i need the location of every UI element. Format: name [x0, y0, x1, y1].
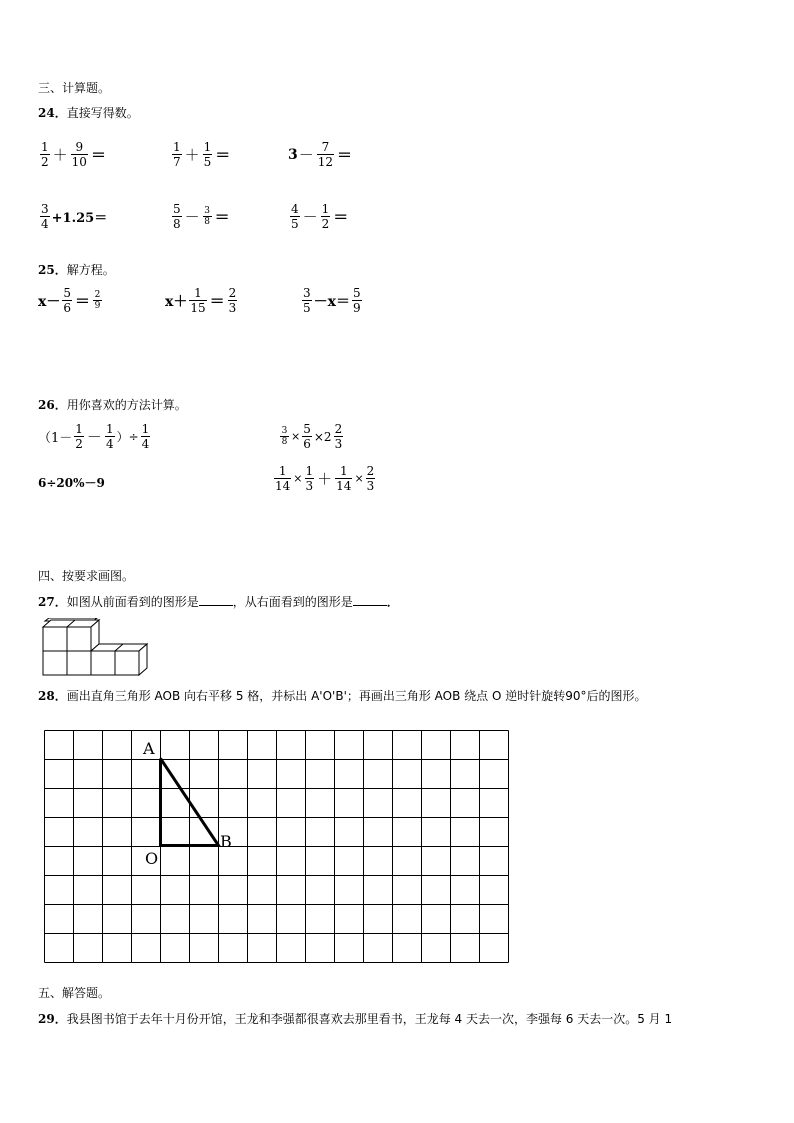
question-text: 解方程。	[66, 263, 115, 277]
q25-eq-3: $\frac{3}{5}$ －x＝ $\frac{5}{9}$	[303, 286, 361, 315]
q26-expr-3: 6÷20%－9	[38, 476, 105, 490]
q24-expr-5: $\frac{5}{8}$ － $\frac{3}{8}$ ＝	[173, 202, 230, 231]
question-number: 24．	[38, 106, 67, 120]
label-b: B	[220, 832, 232, 851]
question-number: 25．	[38, 263, 67, 277]
label-a: A	[143, 739, 155, 758]
question-text: 用你喜欢的方法计算。	[66, 398, 187, 412]
q26-expr-4: $\frac{1}{14}$ × $\frac{1}{3}$ ＋ $\frac{1}{14}$ × $\frac{2}{3}$	[275, 464, 375, 493]
q25-eq-2: x＋ $\frac{1}{15}$ ＝ $\frac{2}{3}$	[165, 286, 237, 315]
section-title-4: 四、按要求画图。	[38, 569, 135, 583]
question-text: 我县图书馆于去年十月份开馆，王龙和李强都很喜欢去那里看书，王龙每 4 天去一次，李强每 6 天去一次。5 月 1	[66, 1012, 673, 1026]
question-25	[38, 261, 115, 278]
question-number: 27．	[38, 595, 67, 609]
section-title-3: 三、计算题。	[38, 81, 111, 95]
q26-expr-1: （1－ $\frac{1}{2}$ － $\frac{1}{4}$ ）÷ $\frac{1}{4}$	[38, 422, 150, 451]
question-number: 26．	[38, 398, 67, 412]
q24-expr-2: $\frac{1}{7}$ ＋ $\frac{1}{5}$ ＝	[173, 140, 231, 169]
cube-stack-figure	[38, 618, 150, 680]
question-29	[38, 1010, 778, 1027]
question-24	[38, 104, 139, 121]
question-text: 画出直角三角形 AOB 向右平移 5 格，并标出 A'O'B'；再画出三角形 AOB 绕点 O 逆时针旋转90°后的图形。	[66, 689, 647, 703]
question-number: 29．	[38, 1012, 67, 1026]
section-title-5: 五、解答题。	[38, 986, 111, 1000]
q24-expr-1: $\frac{1}{2}$ ＋ $\frac{9}{10}$ ＝	[41, 140, 106, 169]
answer-blank-right[interactable]	[353, 605, 387, 606]
drawing-grid[interactable]	[40, 727, 512, 965]
q26-expr-2: $\frac{3}{8}$ × $\frac{5}{6}$ ×2 $\frac{2}{3}$	[281, 422, 343, 451]
question-text: 直接写得数。	[66, 106, 139, 120]
question-number: 28．	[38, 689, 67, 703]
question-28	[38, 687, 778, 704]
answer-blank-front[interactable]	[199, 605, 233, 606]
q25-eq-1: x－ $\frac{5}{6}$ ＝ $\frac{2}{9}$	[38, 286, 101, 315]
grid-lines	[45, 731, 509, 963]
question-26	[38, 396, 187, 413]
q24-expr-6: $\frac{4}{5}$ － $\frac{1}{2}$ ＝	[291, 202, 349, 231]
q24-expr-4: $\frac{3}{4}$ +1.25＝	[41, 202, 108, 231]
q24-expr-3: 3 － $\frac{7}{12}$ ＝	[288, 140, 353, 169]
label-o: O	[145, 849, 159, 868]
question-27: 27．如图从前面看到的图形是 ，从右面看到的图形是 ．	[38, 595, 399, 609]
